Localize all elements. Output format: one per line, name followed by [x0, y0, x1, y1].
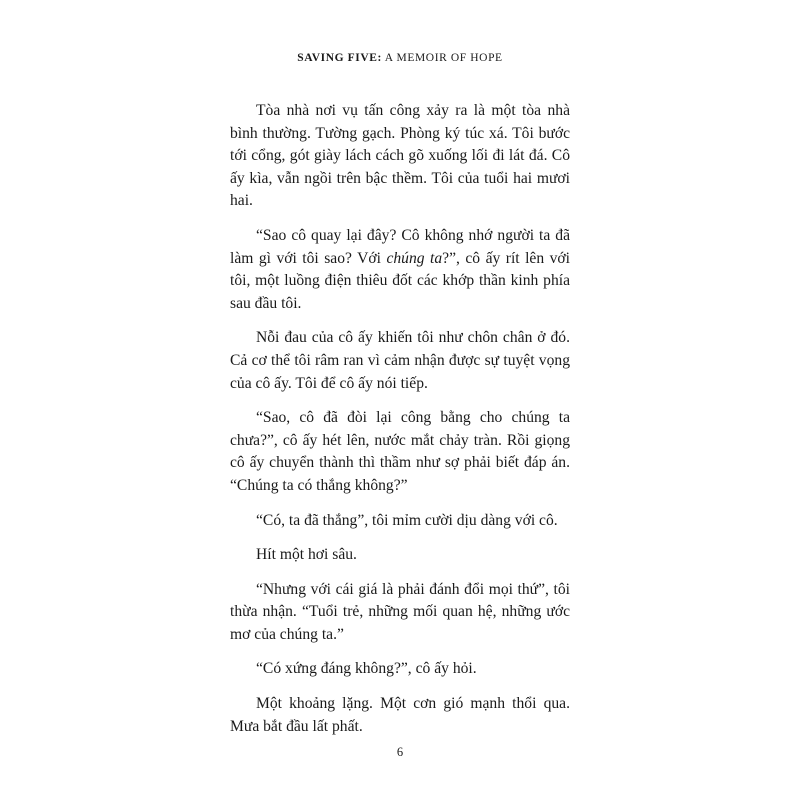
body-text [230, 100, 570, 750]
page-number: 6 [396, 745, 404, 759]
running-header-rest: A MEMOIR OF HOPE [381, 52, 503, 64]
paragraph-2: “Sao cô quay lại đây? Cô không nhớ người ta đã làm gì với tôi sao? Với chúng ta?”, cô ấy rít lên với tôi, một luồng điện thiêu đốt các khớp thần kinh phía sau đầu tôi. [230, 226, 570, 312]
paragraph-4: “Sao, cô đã đòi lại công bằng cho chúng ta chưa?”, cô ấy hét lên, nước mắt chảy tràn. Rồi giọng cô ấy chuyển thành thì thầm như sợ phải biết đáp án. “Chúng ta có thắng không?” [230, 409, 570, 494]
running-header [0, 52, 800, 64]
paragraph-9: Một khoảng lặng. Một cơn gió mạnh thổi qua. Mưa bắt đầu lất phất. [230, 695, 570, 735]
paragraph-3: Nỗi đau của cô ấy khiến tôi như chôn chân ở đó. Cả cơ thể tôi râm ran vì cảm nhận được sự tuyệt vọng của cô ấy. Tôi để cô ấy nói tiếp. [230, 329, 570, 392]
paragraph-1: Tòa nhà nơi vụ tấn công xảy ra là một tòa nhà bình thường. Tường gạch. Phòng ký túc xá. Tôi bước tới cổng, gót giày lách cách gõ xuống lối đi lát đá. Cô ấy kìa, vẫn ngồi trên bậc thềm. Tôi của tuổi hai mươi hai. [230, 102, 570, 210]
paragraph-5: “Có, ta đã thắng”, tôi mỉm cười dịu dàng với cô. [256, 511, 558, 529]
emphasis-text: chúng ta [386, 249, 443, 267]
paragraph-6: Hít một hơi sâu. [256, 546, 357, 564]
paragraph-8: “Có xứng đáng không?”, cô ấy hỏi. [256, 660, 477, 678]
running-header-bold: SAVING FIVE: [297, 52, 382, 64]
paragraph-7: “Nhưng với cái giá là phải đánh đổi mọi thứ”, tôi thừa nhận. “Tuổi trẻ, những mối quan hệ, những ước mơ của chúng ta.” [230, 580, 570, 643]
